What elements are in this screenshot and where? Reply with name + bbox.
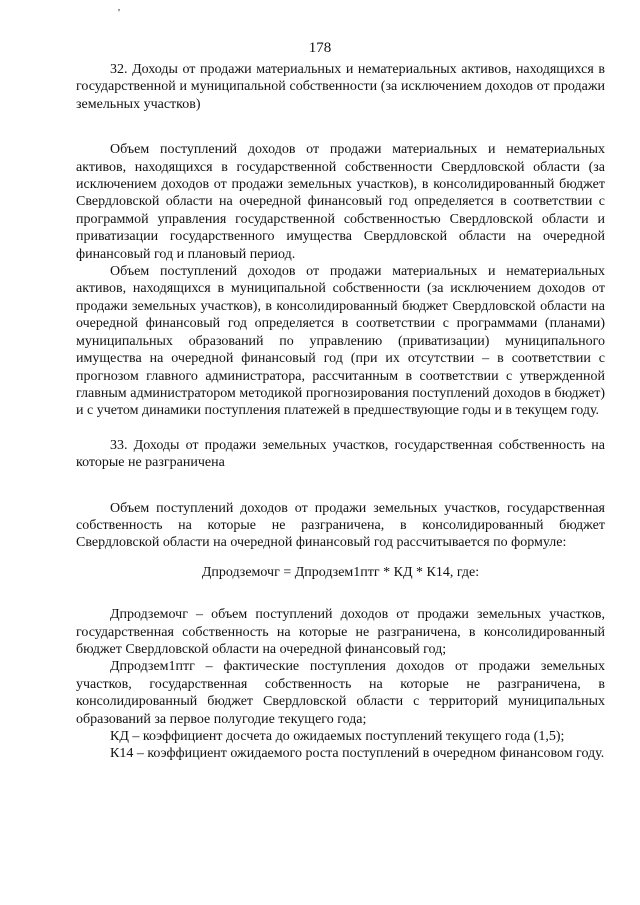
- section-32-paragraph-1: Объем поступлений доходов от продажи материальных и нематериальных активов, находящихся в государственной собственности Свердловской области (за исключением доходов от продажи земельных участков), в консолидированный бюджет Свердловской области на очередной финансовый год определяется в соответствии с программой управления государственной собственностью Свердловской области и приватизации государственного имущества Свердловской области на очередной финансовый год и плановый период.: [76, 142, 605, 262]
- corner-mark: ': [118, 7, 120, 19]
- definition-kd: КД – коэффициент досчета до ожидаемых поступлений текущего года (1,5);: [110, 729, 565, 744]
- section-32-paragraph-2: Объем поступлений доходов от продажи материальных и нематериальных активов, находящихся в муниципальной собственности (за исключением доходов от продажи земельных участков), в консолидированный бюджет Свердловской области на очередной финансовый год определяется в соответствии с программами (планами) муниципальных образований по управлению (приватизации) муниципального имущества на очередной финансовый год (при их отсутствии – в соответствии с прогнозом главного администратора, рассчитанным в соответствии с утвержденной главным администратором методикой прогнозирования поступлений доходов в бюджет) и с учетом динамики поступления платежей в предшествующие годы и в текущем году.: [76, 264, 605, 419]
- page-number: 178: [308, 40, 332, 56]
- page-body: [76, 61, 605, 763]
- section-33-heading: 33. Доходы от продажи земельных участков, государственная собственность на которые не разграничена: [76, 437, 605, 471]
- definition-k14: К14 – коэффициент ожидаемого роста поступлений в очередном финансовом году.: [110, 746, 605, 762]
- definition-dprodzemochg: Дпродземочг – объем поступлений доходов от продажи земельных участков, государственная собственность на которые не разграничена, в консолидированный бюджет Свердловской области на очередной финансовый год;: [76, 607, 605, 657]
- section-33-intro: Объем поступлений доходов от продажи земельных участков, государственная собственность на которые не разграничена, в консолидированный бюджет Свердловской области на очередной финансовый год рассчитывается по формуле:: [76, 500, 605, 551]
- section-32-heading: 32. Доходы от продажи материальных и нематериальных активов, находящихся в государственной и муниципальной собственности (за исключением доходов от продажи земельных участков): [76, 62, 605, 112]
- definition-dprodzem1ptg: Дпродзем1птг – фактические поступления доходов от продажи земельных участков, государственная собственность на которые не разграничена, в консолидированный бюджет Свердловской области с территорий муниципальных образований за первое полугодие текущего года;: [76, 659, 605, 727]
- formula: Дпродземочг = Дпродзем1птг * КД * К14, где:: [201, 564, 480, 580]
